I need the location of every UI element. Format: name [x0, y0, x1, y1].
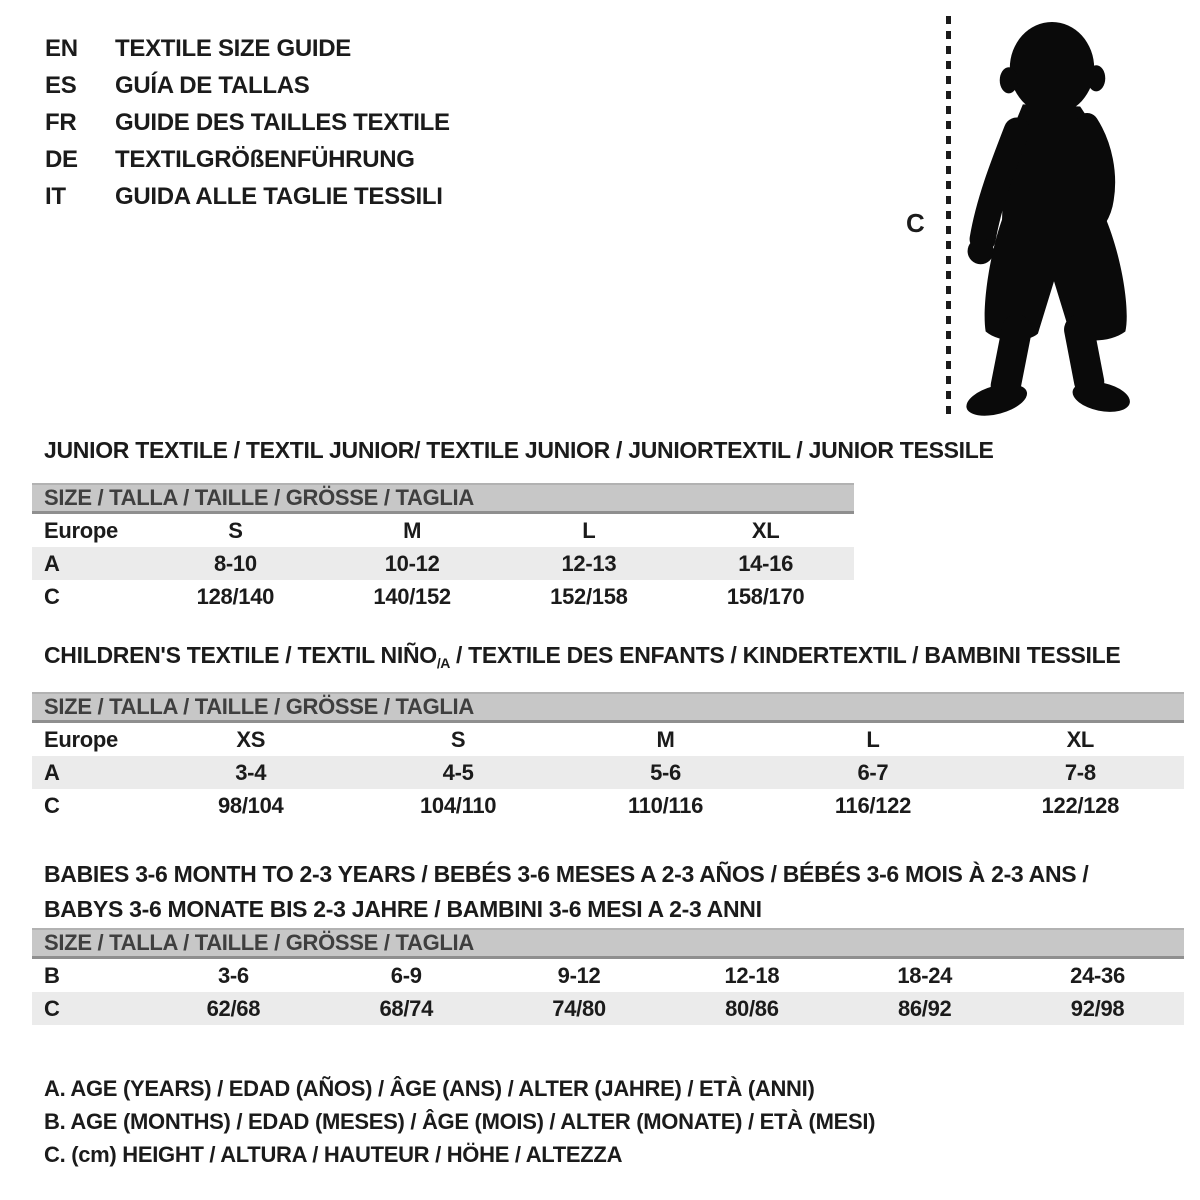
- language-row-it: [45, 178, 450, 215]
- height-cell: 92/98: [1070, 996, 1125, 1021]
- height-cell: 80/86: [725, 996, 779, 1021]
- legend-age-years: A. AGE (YEARS) / EDAD (AÑOS) / ÂGE (ANS) / ALTER (JAHRE) / ETÀ (ANNI): [44, 1076, 815, 1101]
- language-code: DE: [45, 146, 78, 173]
- size-cell: S: [228, 518, 243, 543]
- row-label: B: [44, 963, 60, 988]
- row-label: C: [44, 584, 60, 609]
- language-code: ES: [45, 72, 77, 99]
- children-title-rest: / TEXTILE DES ENFANTS / KINDERTEXTIL / BAMBINI TESSILE: [449, 642, 1121, 668]
- age-cell: 18-24: [897, 963, 953, 988]
- legend-height-cm: C. (cm) HEIGHT / ALTURA / HAUTEUR / HÖHE / ALTEZZA: [44, 1142, 623, 1167]
- size-cell: L: [582, 518, 596, 543]
- language-row-es: [45, 67, 450, 104]
- toddler-silhouette-icon: [958, 18, 1150, 420]
- age-cell: 12-13: [561, 551, 617, 576]
- height-cell: 74/80: [552, 996, 606, 1021]
- table-row-height-cm: [32, 580, 854, 613]
- age-cell: 5-6: [650, 760, 681, 785]
- age-cell: 4-5: [442, 760, 474, 785]
- language-code: EN: [45, 35, 78, 62]
- babies-size-table: [32, 928, 1184, 1025]
- height-cell: 152/158: [550, 584, 628, 609]
- height-cell: 110/116: [628, 793, 704, 818]
- age-cell: 6-9: [390, 963, 422, 988]
- height-cell: 122/128: [1041, 793, 1120, 818]
- size-cell: XL: [1066, 727, 1095, 752]
- babies-section-title: [44, 857, 1089, 927]
- guide-title-en: TEXTILE SIZE GUIDE: [115, 35, 351, 62]
- size-header-bar: SIZE / TALLA / TAILLE / GRÖSSE / TAGLIA: [32, 483, 854, 514]
- age-cell: 14-16: [738, 551, 794, 576]
- language-row-de: [45, 141, 450, 178]
- children-size-table: [32, 692, 1184, 822]
- legend-age-months: B. AGE (MONTHS) / EDAD (MESES) / ÂGE (MOIS) / ALTER (MONATE) / ETÀ (MESI): [44, 1109, 876, 1134]
- age-cell: 7-8: [1064, 760, 1096, 785]
- guide-title-de: TEXTILGRÖßENFÜHRUNG: [115, 146, 415, 173]
- age-cell: 3-6: [217, 963, 249, 988]
- size-header-bar: SIZE / TALLA / TAILLE / GRÖSSE / TAGLIA: [32, 928, 1184, 959]
- age-cell: 3-4: [235, 760, 267, 785]
- table-row-age-years: [32, 756, 1184, 789]
- age-cell: 12-18: [724, 963, 780, 988]
- height-cell: 86/92: [897, 996, 952, 1021]
- height-cell: 140/152: [373, 584, 451, 609]
- legend-block: [44, 1072, 875, 1171]
- language-row-en: [45, 30, 450, 67]
- height-cell: 98/104: [217, 793, 284, 818]
- row-label: A: [44, 760, 60, 785]
- guide-title-es: GUÍA DE TALLAS: [115, 72, 310, 99]
- height-cell: 68/74: [379, 996, 434, 1021]
- row-label: Europe: [44, 727, 118, 752]
- table-row-europe: [32, 723, 1184, 756]
- language-title-block: [45, 30, 450, 215]
- row-label: Europe: [44, 518, 118, 543]
- size-header-bar: SIZE / TALLA / TAILLE / GRÖSSE / TAGLIA: [32, 692, 1184, 723]
- size-cell: XS: [236, 727, 266, 752]
- size-cell: L: [866, 727, 880, 752]
- children-title-main: CHILDREN'S TEXTILE / TEXTIL NIÑO: [44, 642, 437, 668]
- junior-section-title: JUNIOR TEXTILE / TEXTIL JUNIOR/ TEXTILE JUNIOR / JUNIORTEXTIL / JUNIOR TESSILE: [44, 437, 994, 463]
- table-row-height-cm: [32, 992, 1184, 1025]
- babies-title-line1: BABIES 3-6 MONTH TO 2-3 YEARS / BEBÉS 3-6 MESES A 2-3 AÑOS / BÉBÉS 3-6 MOIS À 2-3 ANS /: [44, 861, 1089, 887]
- size-cell: M: [403, 518, 422, 543]
- language-code: IT: [45, 183, 66, 210]
- children-title-suffix: /A: [436, 655, 450, 671]
- guide-title-fr: GUIDE DES TAILLES TEXTILE: [115, 109, 450, 136]
- size-cell: S: [450, 727, 466, 752]
- babies-title-line2: BABYS 3-6 MONATE BIS 2-3 JAHRE / BAMBINI 3-6 MESI A 2-3 ANNI: [44, 896, 762, 922]
- height-cell: 128/140: [196, 584, 275, 609]
- age-cell: 8-10: [213, 551, 257, 576]
- table-row-height-cm: [32, 789, 1184, 822]
- row-label: C: [44, 793, 60, 818]
- height-measure-dotted-line: [946, 16, 951, 418]
- height-label-c: C: [906, 208, 925, 238]
- height-cell: 104/110: [420, 793, 497, 818]
- language-row-fr: [45, 104, 450, 141]
- age-cell: 9-12: [557, 963, 601, 988]
- height-cell: 116/122: [834, 793, 912, 818]
- height-cell: 62/68: [206, 996, 261, 1021]
- row-label: C: [44, 996, 60, 1021]
- height-cell: 158/170: [726, 584, 805, 609]
- guide-title-it: GUIDA ALLE TAGLIE TESSILI: [115, 183, 443, 210]
- language-code: FR: [45, 109, 77, 136]
- size-cell: M: [656, 727, 675, 752]
- table-row-age-years: [32, 547, 854, 580]
- age-cell: 10-12: [384, 551, 440, 576]
- age-cell: 24-36: [1070, 963, 1125, 988]
- table-row-age-months: [32, 959, 1184, 992]
- row-label: A: [44, 551, 60, 576]
- junior-size-table: [32, 483, 854, 613]
- size-cell: XL: [751, 518, 780, 543]
- children-section-title: [44, 642, 1120, 671]
- table-row-europe: [32, 514, 854, 547]
- age-cell: 6-7: [857, 760, 889, 785]
